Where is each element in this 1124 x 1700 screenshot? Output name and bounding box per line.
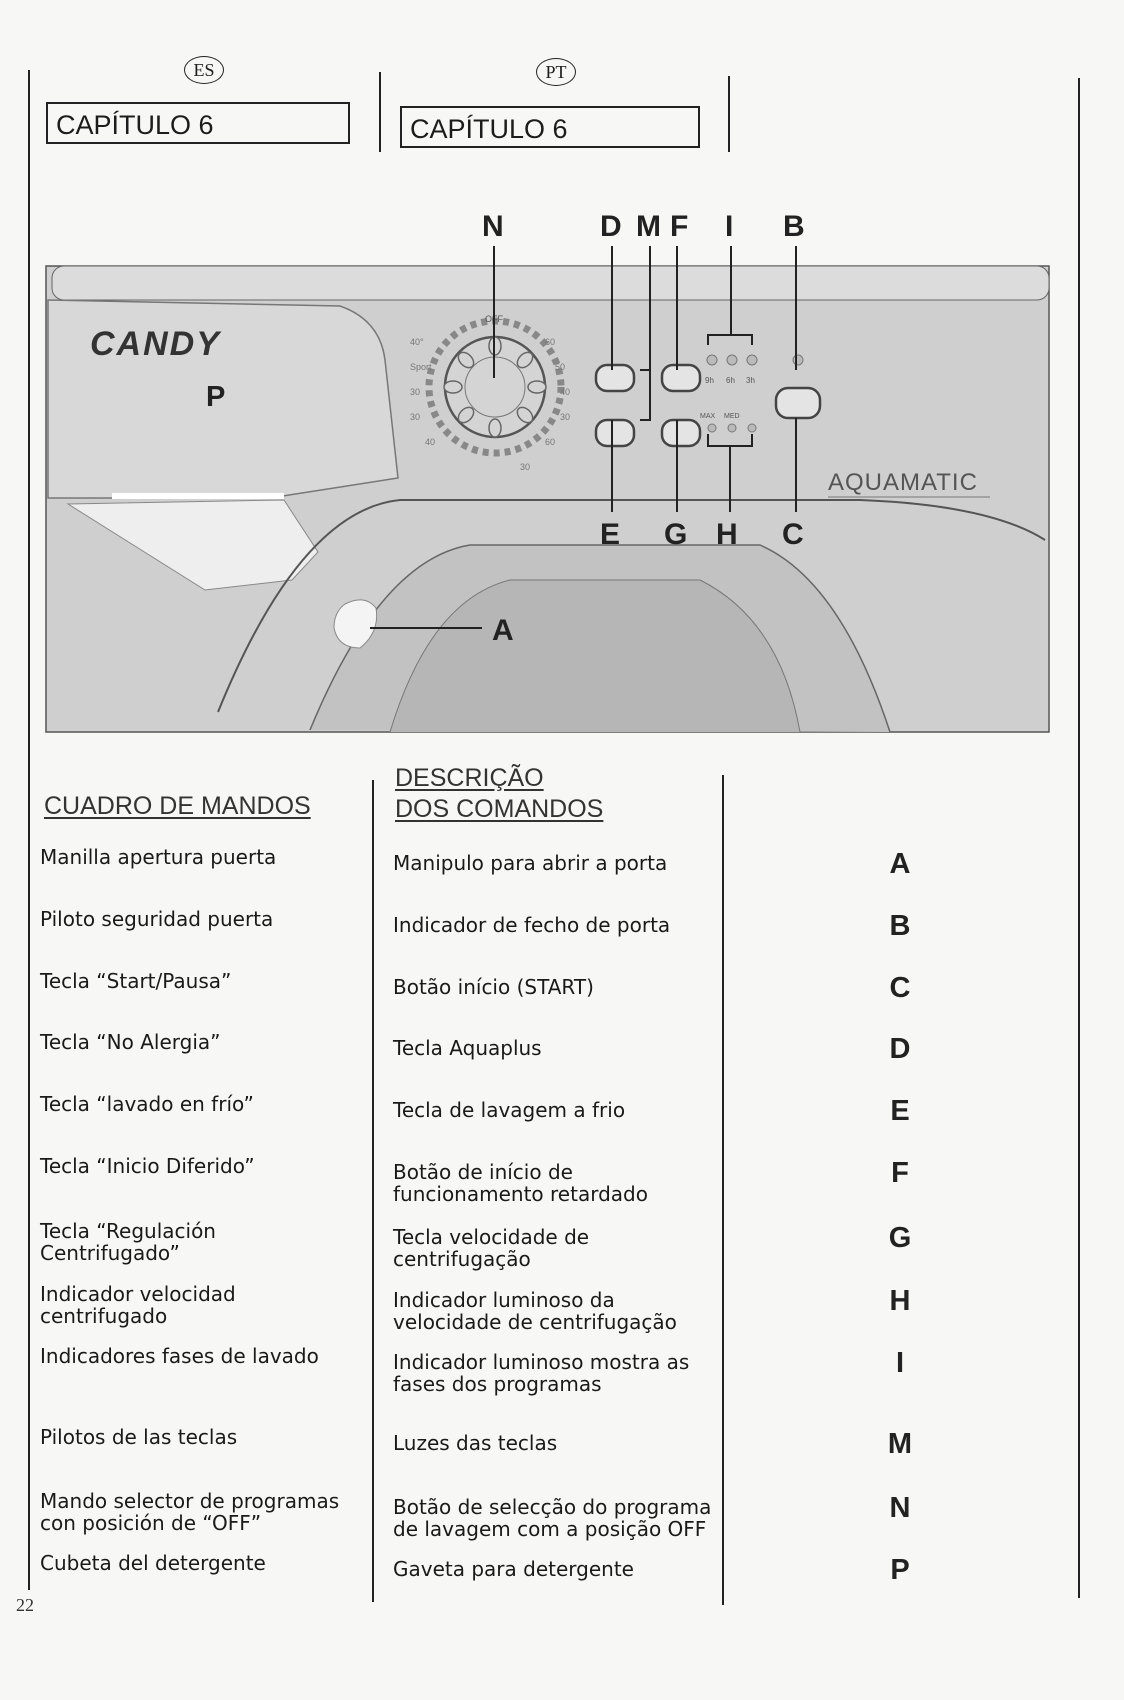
callout-n: N xyxy=(482,210,504,243)
es-control-description: Cubeta del detergente xyxy=(40,1551,266,1575)
pt-chapter-title: CAPÍTULO 6 xyxy=(400,106,700,148)
control-letter: I xyxy=(895,1347,905,1379)
page-number: 22 xyxy=(16,1595,34,1615)
control-letter: M xyxy=(887,1428,913,1460)
es-control-description: Indicador velocidad centrifugado xyxy=(40,1282,236,1328)
pt-control-description: Tecla velocidade de centrifugação xyxy=(393,1225,590,1271)
callout-c: C xyxy=(782,518,804,551)
spin-speed-button xyxy=(662,420,700,446)
pt-section-title-line1: DESCRIÇÃO xyxy=(395,764,544,792)
es-control-description: Tecla “lavado en frío” xyxy=(40,1092,254,1116)
svg-text:40°: 40° xyxy=(410,337,424,347)
control-letter: H xyxy=(889,1285,911,1317)
control-letter: F xyxy=(891,1157,909,1189)
es-section-title: CUADRO DE MANDOS xyxy=(44,792,311,820)
es-chapter-title: CAPÍTULO 6 xyxy=(46,102,350,144)
es-language-badge: ES xyxy=(184,56,224,84)
delay-label-6h: 6h xyxy=(726,376,735,385)
delay-label-9h: 9h xyxy=(705,376,714,385)
svg-text:60: 60 xyxy=(545,337,556,347)
callout-p: P xyxy=(206,381,226,413)
svg-text:40: 40 xyxy=(560,387,571,397)
es-control-description: Pilotos de las teclas xyxy=(40,1425,238,1449)
control-letter: N xyxy=(889,1492,911,1524)
callout-g: G xyxy=(664,518,688,551)
pt-control-description: Gaveta para detergente xyxy=(393,1557,634,1581)
control-letter: P xyxy=(890,1554,910,1586)
svg-text:30: 30 xyxy=(410,412,421,422)
svg-text:30: 30 xyxy=(560,412,571,422)
es-control-description: Tecla “Start/Pausa” xyxy=(40,969,232,993)
callout-d: D xyxy=(600,210,622,243)
svg-text:30: 30 xyxy=(520,462,531,472)
pt-control-description: Botão início (START) xyxy=(393,975,594,999)
control-letter: E xyxy=(890,1095,910,1127)
spin-label-max: MAX xyxy=(700,413,716,420)
svg-text:30: 30 xyxy=(410,387,421,397)
panel-top-strip xyxy=(52,266,1049,300)
control-letter: D xyxy=(889,1033,911,1065)
control-letter: G xyxy=(888,1222,912,1254)
brand-logo: CANDY xyxy=(90,325,221,363)
start-pause-button xyxy=(776,388,820,418)
control-letter: C xyxy=(889,972,911,1004)
pt-control-description: Luzes das teclas xyxy=(393,1431,558,1455)
callout-a: A xyxy=(492,614,514,647)
callout-m: M xyxy=(636,210,661,243)
pt-control-description: Indicador luminoso da velocidade de centrifugação xyxy=(393,1288,677,1334)
spin-label-med: MED xyxy=(724,413,740,420)
callout-f: F xyxy=(670,210,689,243)
callout-b: B xyxy=(783,210,805,243)
delay-start-button xyxy=(662,365,700,391)
pt-control-description: Indicador luminoso mostra as fases dos programas xyxy=(393,1350,690,1396)
control-letter: B xyxy=(889,910,911,942)
pt-section-title-line2: DOS COMANDOS xyxy=(395,795,604,823)
callout-i: I xyxy=(725,210,734,243)
es-control-description: Indicadores fases de lavado xyxy=(40,1344,319,1368)
es-control-description: Mando selector de programas con posición de “OFF” xyxy=(40,1489,340,1535)
es-control-description: Manilla apertura puerta xyxy=(40,845,277,869)
aquaplus-button xyxy=(596,365,634,391)
svg-text:60: 60 xyxy=(545,437,556,447)
pt-control-description: Botão de selecção do programa de lavagem com a posição OFF xyxy=(393,1495,712,1541)
svg-text:Sport: Sport xyxy=(410,362,432,372)
es-control-description: Piloto seguridad puerta xyxy=(40,907,274,931)
pt-control-description: Manipulo para abrir a porta xyxy=(393,851,668,875)
es-control-description: Tecla “No Alergia” xyxy=(40,1030,221,1054)
pt-control-description: Tecla de lavagem a frio xyxy=(393,1098,626,1122)
dial-off-label: OFF xyxy=(485,314,503,324)
svg-text:50: 50 xyxy=(555,362,566,372)
delay-label-3h: 3h xyxy=(746,376,755,385)
es-control-description: Tecla “Regulación Centrifugado” xyxy=(40,1219,216,1265)
cold-wash-button xyxy=(596,420,634,446)
callout-e: E xyxy=(600,518,621,551)
callout-h: H xyxy=(716,518,738,551)
pt-language-badge: PT xyxy=(536,58,576,86)
control-letter: A xyxy=(889,848,911,880)
pt-control-description: Indicador de fecho de porta xyxy=(393,913,671,937)
model-name: AQUAMATIC xyxy=(828,469,978,496)
svg-text:40: 40 xyxy=(425,437,436,447)
pt-control-description: Tecla Aquaplus xyxy=(393,1036,542,1060)
drawer-handle xyxy=(112,493,284,499)
pt-control-description: Botão de início de funcionamento retardado xyxy=(393,1160,648,1206)
es-control-description: Tecla “Inicio Diferido” xyxy=(40,1154,255,1178)
